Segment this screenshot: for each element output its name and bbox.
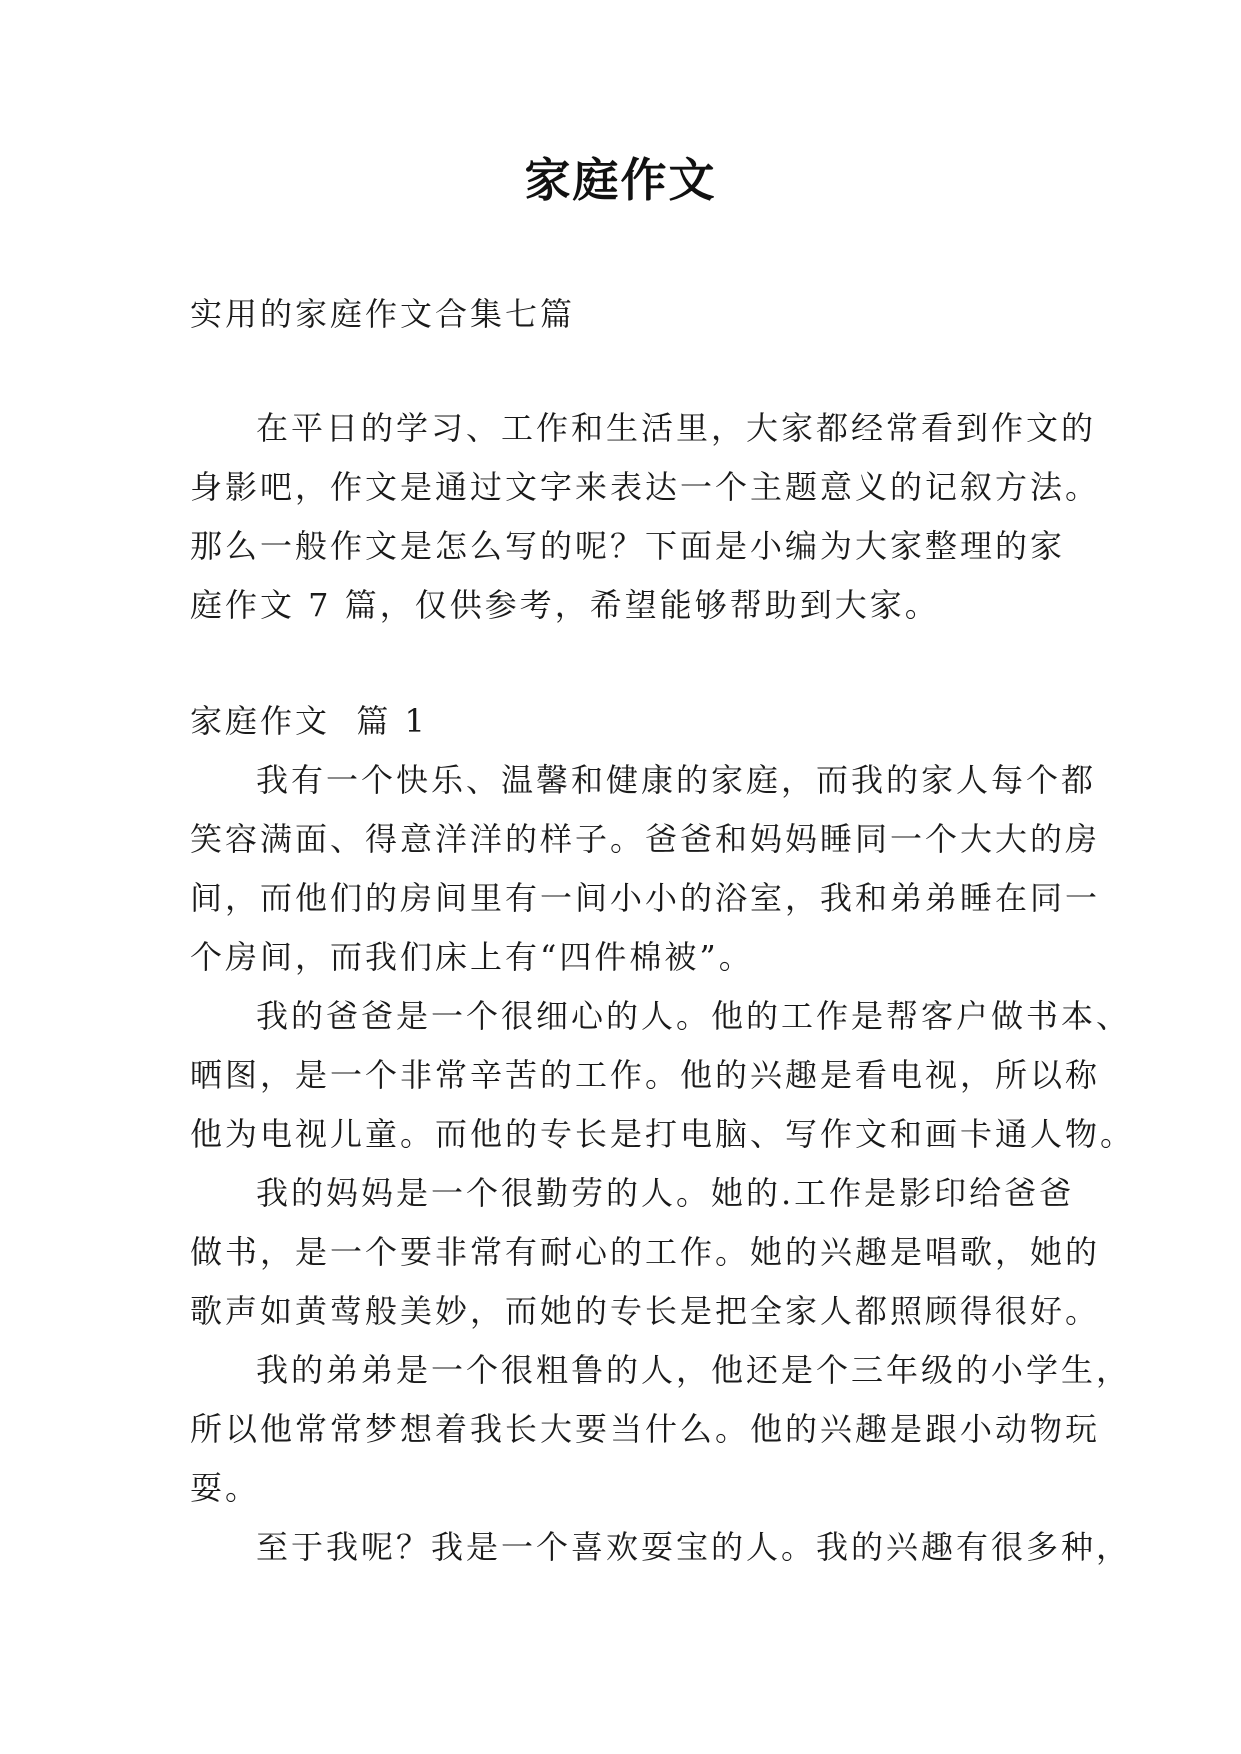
article-line: 他为电视儿童。而他的专长是打电脑、写作文和画卡通人物。 xyxy=(190,1115,1136,1153)
article-line: 耍。 xyxy=(190,1469,261,1507)
article-line: 我的爸爸是一个很细心的人。他的工作是帮客户做书本、 xyxy=(256,997,1132,1035)
article-line: 我的妈妈是一个很勤劳的人。她的.工作是影印给爸爸 xyxy=(256,1174,1075,1212)
intro-line: 身影吧，作文是通过文字来表达一个主题意义的记叙方法。 xyxy=(190,468,1101,506)
article-line: 我有一个快乐、温馨和健康的家庭，而我的家人每个都 xyxy=(256,761,1097,799)
article-line: 做书，是一个要非常有耐心的工作。她的兴趣是唱歌，她的 xyxy=(190,1233,1101,1271)
document-subtitle xyxy=(190,285,1070,344)
article-line: 我的弟弟是一个很粗鲁的人，他还是个三年级的小学生， xyxy=(256,1351,1132,1389)
article-line: 所以他常常梦想着我长大要当什么。他的兴趣是跟小动物玩 xyxy=(190,1410,1101,1448)
section-heading xyxy=(190,692,1070,751)
subtitle-line: 实用的家庭作文合集七篇 xyxy=(190,295,576,333)
article-body xyxy=(190,751,1136,1577)
article-line: 晒图，是一个非常辛苦的工作。他的兴趣是看电视，所以称 xyxy=(190,1056,1101,1094)
section-heading-text: 家庭作文 篇 1 xyxy=(190,702,428,740)
intro-line: 庭作文 7 篇，仅供参考，希望能够帮助到大家。 xyxy=(190,586,940,624)
article-line: 间，而他们的房间里有一间小小的浴室，我和弟弟睡在同一 xyxy=(190,879,1101,917)
intro-line: 在平日的学习、工作和生活里，大家都经常看到作文的 xyxy=(256,409,1097,447)
intro-line: 那么一般作文是怎么写的呢？下面是小编为大家整理的家 xyxy=(190,527,1066,565)
article-line: 至于我呢？我是一个喜欢耍宝的人。我的兴趣有很多种， xyxy=(256,1528,1132,1566)
article-line: 歌声如黄莺般美妙，而她的专长是把全家人都照顾得很好。 xyxy=(190,1292,1101,1330)
article-line: 笑容满面、得意洋洋的样子。爸爸和妈妈睡同一个大大的房 xyxy=(190,820,1101,858)
document-title: 家庭作文 xyxy=(524,153,717,207)
intro-paragraph xyxy=(190,399,1101,635)
article-line: 个房间，而我们床上有“四件棉被”。 xyxy=(190,938,754,976)
